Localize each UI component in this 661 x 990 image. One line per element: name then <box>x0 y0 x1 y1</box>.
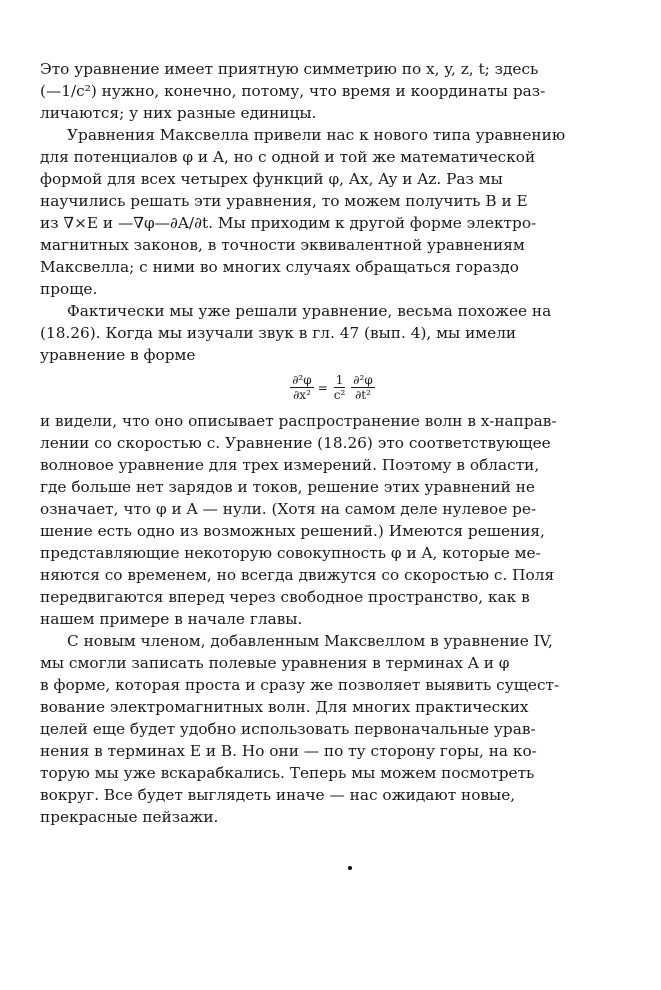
coef-denominator: c² <box>333 388 346 402</box>
coefficient-fraction <box>332 373 348 402</box>
line: прекрасные пейзажи. <box>40 808 219 826</box>
equation <box>290 373 374 402</box>
rhs-fraction <box>351 373 374 402</box>
line: волновое уравнение для трех измерений. Поэтому в области, <box>40 456 540 474</box>
line: Уравнения Максвелла привели нас к нового типа уравнению <box>67 126 566 144</box>
line: няются со временем, но всегда движутся со скоростью c. Поля <box>40 566 555 584</box>
line: где больше нет зарядов и токов, решение этих уравнений не <box>40 478 535 496</box>
line: нашем примере в начале главы. <box>40 610 303 628</box>
line: вокруг. Все будет выглядеть иначе — нас ожидают новые, <box>40 786 516 804</box>
line: уравнение в форме <box>40 346 196 364</box>
line: личаются; у них разные единицы. <box>40 104 317 122</box>
line: Это уравнение имеет приятную симметрию по x, y, z, t; здесь <box>40 60 539 78</box>
lhs-denominator: ∂x² <box>293 388 311 402</box>
line: в форме, которая проста и сразу же позволяет выявить сущест- <box>40 676 560 694</box>
paragraph-2 <box>40 124 625 300</box>
paragraph-4 <box>40 410 625 630</box>
rhs-denominator: ∂t² <box>355 388 371 402</box>
lhs-fraction <box>290 373 313 402</box>
wave-equation-formula <box>40 368 625 402</box>
line: С новым членом, добавленным Максвеллом в уравнение IV, <box>67 632 553 650</box>
line: шение есть одно из возможных решений.) Имеются решения, <box>40 522 545 540</box>
line: торую мы уже вскарабкались. Теперь мы можем посмотреть <box>40 764 535 782</box>
paragraph-3 <box>40 300 625 366</box>
line: мы смогли записать полевые уравнения в терминах A и φ <box>40 654 510 672</box>
line: для потенциалов φ и A, но с одной и той же математической <box>40 148 536 166</box>
line: вование электромагнитных волн. Для многих практических <box>40 698 529 716</box>
line: (—1/c²) нужно, конечно, потому, что время и координаты раз- <box>40 82 546 100</box>
line: проще. <box>40 280 98 298</box>
line: и видели, что оно описывает распространение волн в x-направ- <box>40 412 557 430</box>
line: Фактически мы уже решали уравнение, весьма похожее на <box>67 302 552 320</box>
page-mark-dot <box>348 866 352 870</box>
equals-sign: = <box>317 380 328 395</box>
rhs-numerator: ∂²φ <box>353 373 373 387</box>
line: формой для всех четырех функций φ, Ax, Ay и Az. Раз мы <box>40 170 503 188</box>
coef-numerator: 1 <box>335 373 344 387</box>
line: означает, что φ и A — нули. (Хотя на самом деле нулевое ре- <box>40 500 537 518</box>
line: целей еще будет удобно использовать первоначальные урав- <box>40 720 536 738</box>
line: передвигаются вперед через свободное пространство, как в <box>40 588 530 606</box>
line: лении со скоростью c. Уравнение (18.26) это соответствующее <box>40 434 551 452</box>
paragraph-5 <box>40 630 625 828</box>
line: магнитных законов, в точности эквивалентной уравнениям <box>40 236 525 254</box>
line: (18.26). Когда мы изучали звук в гл. 47 (вып. 4), мы имели <box>40 324 517 342</box>
line: из ∇×E и —∇φ—∂A/∂t. Мы приходим к другой форме электро- <box>40 214 537 232</box>
line: Максвелла; с ними во многих случаях обращаться гораздо <box>40 258 519 276</box>
text-column <box>40 58 625 828</box>
line: научились решать эти уравнения, то можем получить B и E <box>40 192 528 210</box>
paragraph-1 <box>40 58 625 124</box>
lhs-numerator: ∂²φ <box>292 373 312 387</box>
line: представляющие некоторую совокупность φ и A, которые ме- <box>40 544 541 562</box>
line: нения в терминах E и B. Но они — по ту сторону горы, на ко- <box>40 742 537 760</box>
